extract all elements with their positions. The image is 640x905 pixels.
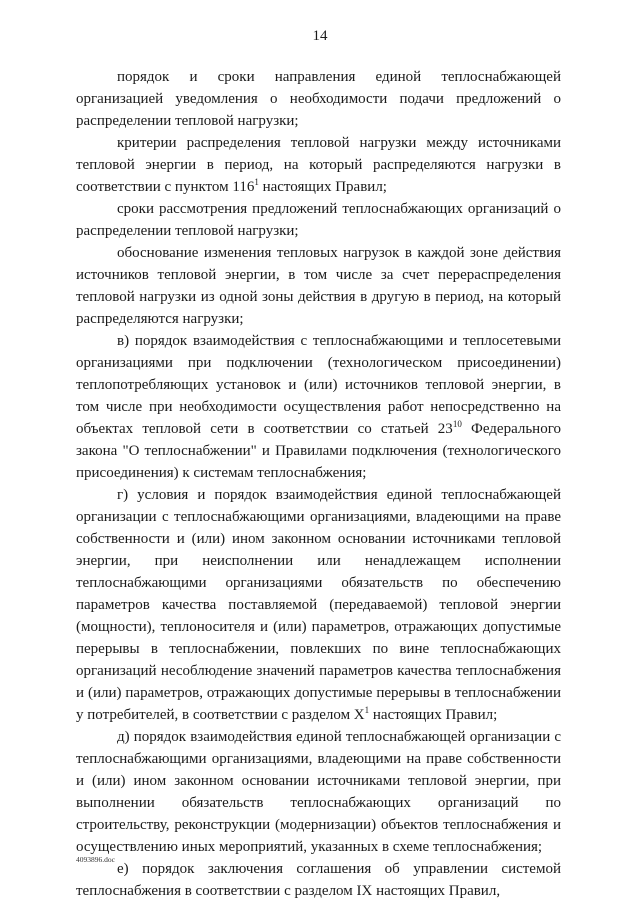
footer-filename: 4093896.doc — [76, 855, 115, 864]
paragraph-text: в) порядок взаимодействия с теплоснабжающими и теплосетевыми организациями при подключении (технологическом присоединении) теплопотребляющих установок и (или) источников тепловой энергии, в том числе при необходимости осуществления работ непосредственно на объектах тепловой сети в соответствии со статьей 23 — [76, 333, 561, 437]
superscript: 10 — [452, 419, 462, 429]
paragraph-text: г) условия и порядок взаимодействия единой теплоснабжающей организации с теплоснабжающими организациями, владеющими на праве собственности и (или) ином законном основании источниками тепловой энергии, при неисполнении или ненадлежащем исполнении теплоснабжающими организациями обязательств по обеспечению параметров качества поставляемой (передаваемой) тепловой энергии (мощности), теплоносителя и (или) параметров, отражающих допустимые перерывы в теплоснабжении, повлекших по вине теплоснабжающих организаций несоблюдение значений параметров качества теплоснабжения и (или) параметров, отражающих допустимые перерывы в теплоснабжении у потребителей, в соответствии с разделом X — [76, 487, 561, 723]
paragraph — [76, 484, 561, 726]
superscript: 1 — [364, 705, 370, 715]
paragraph-text: д) порядок взаимодействия единой теплоснабжающей организации с теплоснабжающими организациями, владеющими на праве собственности и (или) ином законном основании источниками тепловой энергии, при выполнении обязательств теплоснабжающих организаций по строительству, реконструкции (модернизации) объектов теплоснабжения и осуществлению иных мероприятий, указанных в схеме теплоснабжения; — [76, 729, 561, 855]
paragraph — [76, 198, 561, 242]
superscript: 1 — [254, 177, 259, 187]
paragraph-text: настоящих Правил; — [369, 707, 498, 723]
paragraph — [76, 242, 561, 330]
paragraph-text: порядок и сроки направления единой теплоснабжающей организацией уведомления о необходимости подачи предложений о распределении тепловой нагрузки; — [76, 69, 561, 129]
paragraph-text: критерии распределения тепловой нагрузки между источниками тепловой энергии в период, на который распределяются нагрузки в соответствии с пунктом 116 — [76, 135, 561, 195]
paragraph-text: Федерального закона "О теплоснабжении" и Правилами подключения (технологического присоединения) к системам теплоснабжения; — [76, 421, 561, 481]
paragraph — [76, 66, 561, 132]
paragraph — [76, 132, 561, 198]
paragraph — [76, 858, 561, 902]
paragraph-text: е) порядок заключения соглашения об управлении системой теплоснабжения в соответствии с разделом IX настоящих Правил, — [76, 861, 561, 899]
paragraph — [76, 726, 561, 858]
paragraph — [76, 330, 561, 484]
paragraph-text: сроки рассмотрения предложений теплоснабжающих организаций о распределении тепловой нагрузки; — [76, 201, 561, 239]
paragraph-text: обоснование изменения тепловых нагрузок в каждой зоне действия источников тепловой энергии, в том числе за счет перераспределения тепловой нагрузки из одной зоны действия в другую в период, на который распределяются нагрузки; — [76, 245, 561, 327]
page-number: 14 — [312, 28, 328, 44]
document-body — [76, 66, 561, 902]
paragraph-text: настоящих Правил; — [258, 179, 387, 195]
